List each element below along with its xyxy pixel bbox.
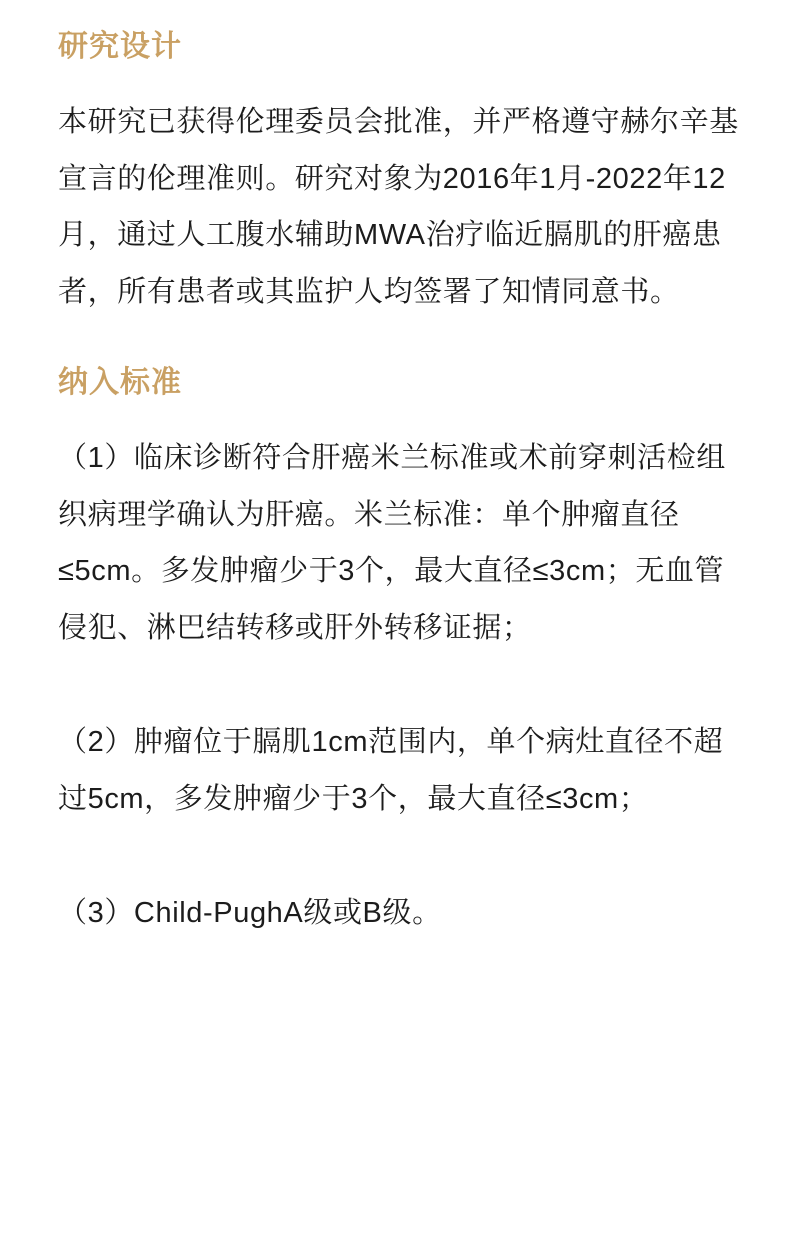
spacer (58, 656, 742, 714)
spacer (58, 320, 742, 362)
section-heading-study-design: 研究设计 (58, 30, 182, 63)
inclusion-criteria-item-1: （1）临床诊断符合肝癌米兰标准或术前穿刺活检组织病理学确认为肝癌。米兰标准：单个肿瘤直径≤5cm。多发肿瘤少于3个，最大直径≤3cm；无血管侵犯、淋巴结转移或肝外转移证据； (58, 442, 726, 644)
spacer (58, 827, 742, 885)
inclusion-criteria-item-2: （2）肿瘤位于膈肌1cm范围内，单个病灶直径不超过5cm，多发肿瘤少于3个，最大直径≤3cm； (58, 726, 724, 815)
inclusion-criteria-item-3: （3）Child-PughA级或B级。 (58, 897, 442, 930)
paragraph-study-design: 本研究已获得伦理委员会批准，并严格遵守赫尔辛基宣言的伦理准则。研究对象为2016年1月-2022年12月，通过人工腹水辅助MWA治疗临近膈肌的肝癌患者，所有患者或其监护人均签署了知情同意书。 (58, 106, 739, 308)
section-heading-inclusion-criteria: 纳入标准 (58, 366, 182, 400)
